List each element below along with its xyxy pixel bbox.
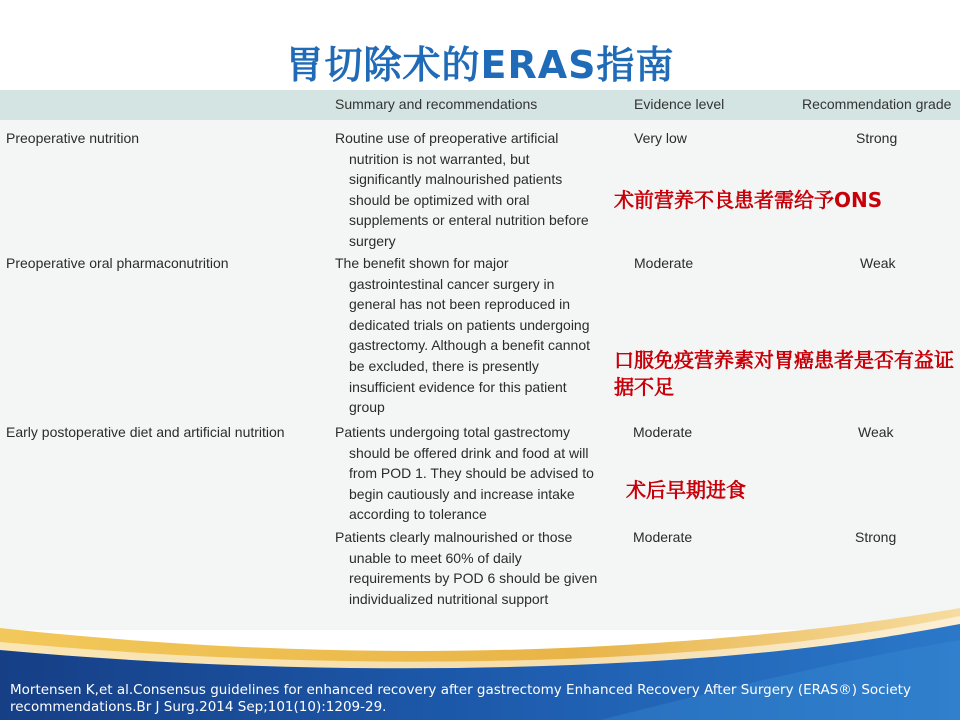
row-grade: Strong [856, 130, 898, 146]
table-header [0, 90, 960, 120]
header-summary: Summary and recommendations [335, 96, 538, 112]
annotation-immunonutrition: 口服免疫营养素对胃癌患者是否有益证据不足 [614, 348, 954, 399]
row-evidence: Very low [634, 130, 687, 146]
row-topic: Preoperative oral pharmaconutrition [6, 255, 229, 271]
row-grade: Weak [860, 255, 896, 271]
header-evidence: Evidence level [634, 96, 725, 112]
annotation-ons: 术前营养不良患者需给予ONS [614, 188, 883, 212]
row-summary: Patients clearly malnourished or those unable to meet 60% of daily requirements by POD 6 should be given individualized nutritional support [335, 529, 598, 607]
row-topic: Preoperative nutrition [6, 130, 140, 146]
citation: Mortensen K,et al.Consensus guidelines for enhanced recovery after gastrectomy Enhanced Recovery After Surgery (ERAS®) Society recommendations.Br J Surg.2014 Sep;101(10):1209-29. [10, 682, 911, 715]
row-topic: Early postoperative diet and artificial nutrition [6, 424, 285, 440]
annotation-early-feeding: 术后早期进食 [626, 478, 746, 502]
row-grade: Strong [855, 529, 897, 545]
row-summary: Routine use of preoperative artificial nutrition is not warranted, but significantly malnourished patients should be optimized with oral supplements or enteral nutrition before surgery [335, 130, 589, 249]
row-grade: Weak [858, 424, 894, 440]
row-evidence: Moderate [633, 529, 693, 545]
row-evidence: Moderate [634, 255, 694, 271]
row-evidence: Moderate [633, 424, 693, 440]
row-summary: Patients undergoing total gastrectomy should be offered drink and food at will from POD 1. They should be advised to begin cautiously and increase intake according to tolerance [335, 424, 594, 523]
slide-title: 胃切除术的ERAS指南 [285, 43, 675, 87]
row-summary: The benefit shown for major gastrointestinal cancer surgery in general has not been reproduced in dedicated trials on patients undergoing gastrectomy. Although a benefit cannot be excluded, there is presently insufficient evidence for this patient group [335, 255, 591, 416]
header-grade: Recommendation grade [802, 96, 952, 112]
